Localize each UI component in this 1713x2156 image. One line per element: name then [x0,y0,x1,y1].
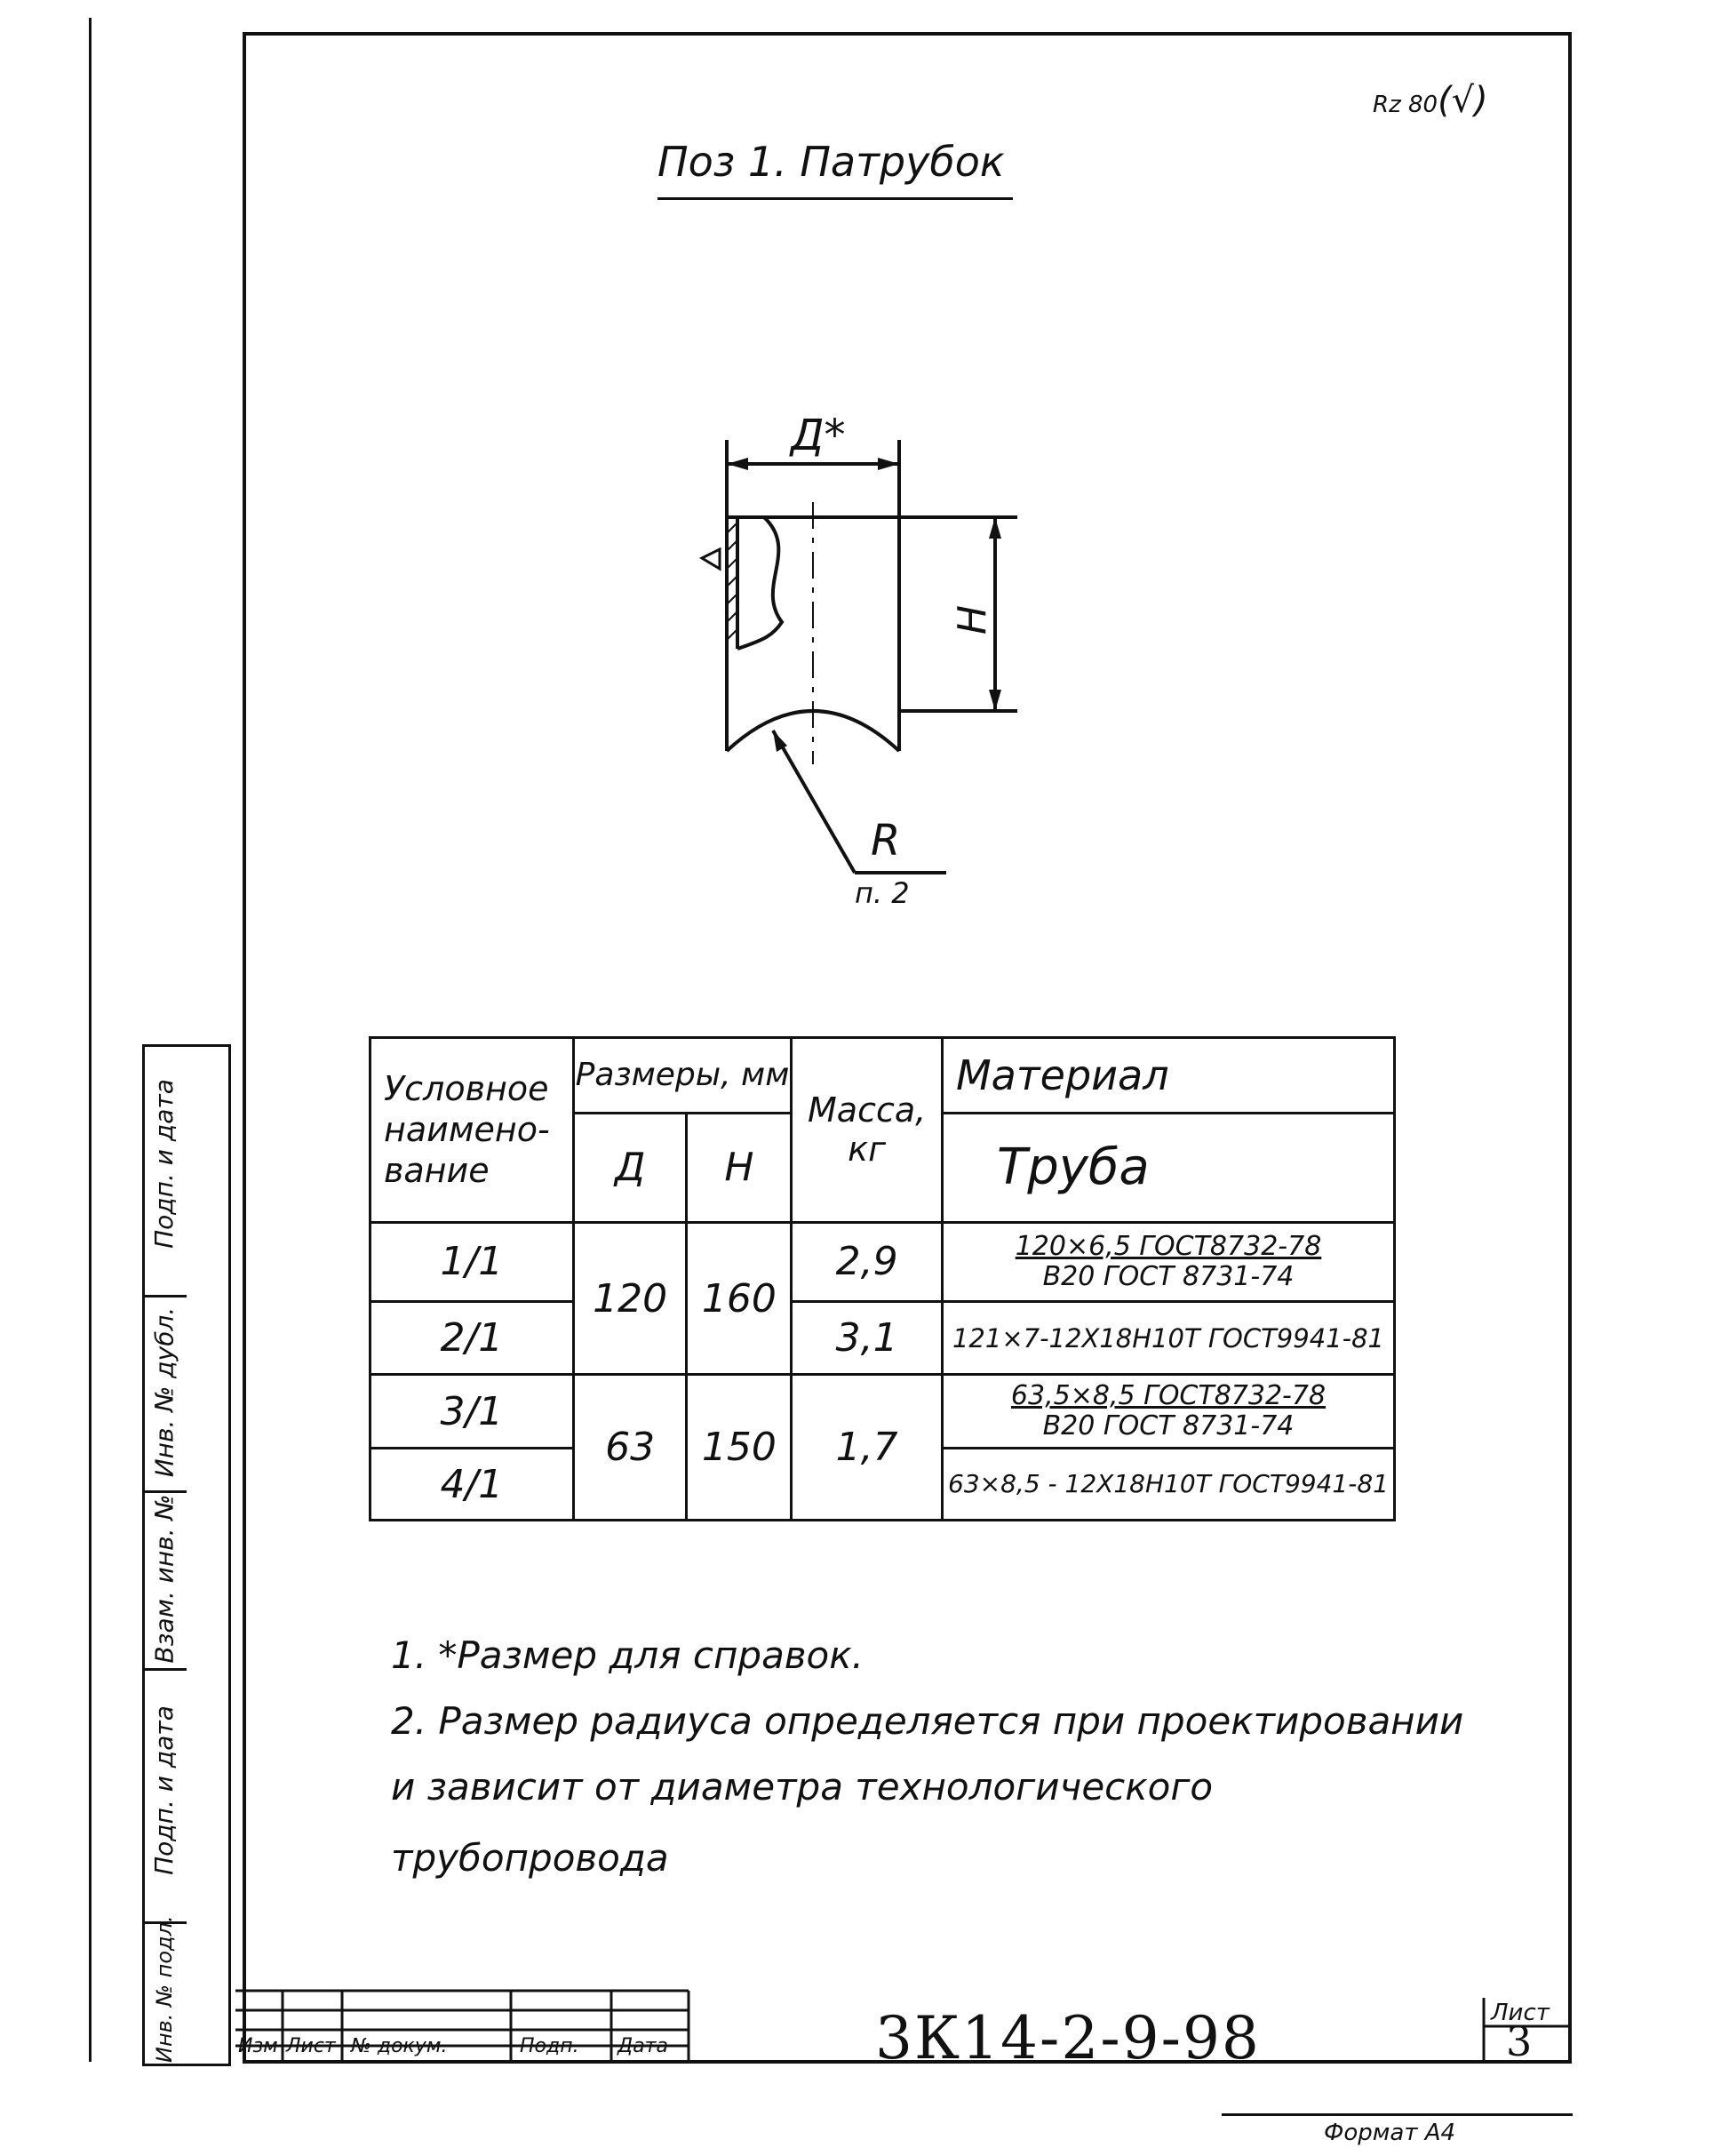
tb-col-date: Дата [617,2035,668,2057]
dim-height-label: Н [950,604,996,635]
note-2: 2. Размер радиуса определяется при проектировании [391,1699,1464,1743]
tb-col-doc: № докум. [351,2035,448,2057]
tb-col-list: Лист [286,2035,336,2057]
material-bottom: В20 ГОСТ 8731-74 [1042,1410,1295,1442]
row-mass: 3,1 [792,1301,943,1375]
header-pipe: Труба [942,1113,1394,1222]
document-number: 3К14-2-9-98 [875,2004,1261,2072]
header-h: Н [687,1113,792,1222]
header-mass: Масса, кг [792,1038,943,1223]
note-1: 1. *Размер для справок. [391,1633,864,1677]
radius-note: п. 2 [855,876,910,910]
note-2-end: трубопровода [391,1836,669,1880]
tb-col-izm: Изм [238,2035,278,2057]
side-label: Инв. № дубл. [149,1306,179,1478]
roughness-value: Rz 80 [1373,92,1438,118]
row-material: 121×7-12Х18Н10Т ГОСТ9941-81 [942,1301,1394,1375]
roughness-symbol: (√) [1438,80,1488,121]
group2-mass: 1,7 [792,1375,943,1521]
part-title: Поз 1. Патрубок [657,138,1005,186]
tb-col-sign: Подп. [520,2035,579,2057]
format-label: Формат А4 [1324,2120,1456,2146]
row-mass: 2,9 [792,1222,943,1301]
radius-label: R [871,816,901,866]
group2-h: 150 [687,1375,792,1521]
material-top: 63,5×8,5 ГОСТ8732-78 [1010,1380,1327,1412]
sheet-number: 3 [1506,2017,1533,2065]
side-label: Инв. № подл. [152,1915,177,2063]
header-dims: Размеры, мм [573,1038,791,1114]
bottom-rule [1222,2113,1573,2116]
side-label: Взам. инв. № [149,1494,179,1664]
dim-diameter-label: Д* [791,411,846,460]
group2-d: 63 [573,1375,687,1521]
material-bottom: В20 ГОСТ 8731-74 [1042,1260,1295,1292]
group1-h: 160 [687,1222,792,1375]
header-name: Условное наимено-вание [370,1038,574,1223]
side-label: Подп. и дата [149,1079,179,1249]
sheet-label: Лист [1491,2000,1550,2026]
material-top: 120×6,5 ГОСТ8732-78 [1015,1230,1322,1262]
row-name: 3/1 [370,1375,574,1449]
row-name: 4/1 [370,1449,574,1521]
row-material: 63×8,5 - 12Х18Н10Т ГОСТ9941-81 [942,1449,1394,1521]
side-label: Подп. и дата [149,1705,179,1875]
row-name: 2/1 [370,1301,574,1375]
row-name: 1/1 [370,1222,574,1301]
header-d: Д [573,1113,687,1222]
group1-d: 120 [573,1222,687,1375]
header-material: Материал [942,1038,1394,1114]
note-2-cont: и зависит от диаметра технологического [391,1765,1214,1809]
